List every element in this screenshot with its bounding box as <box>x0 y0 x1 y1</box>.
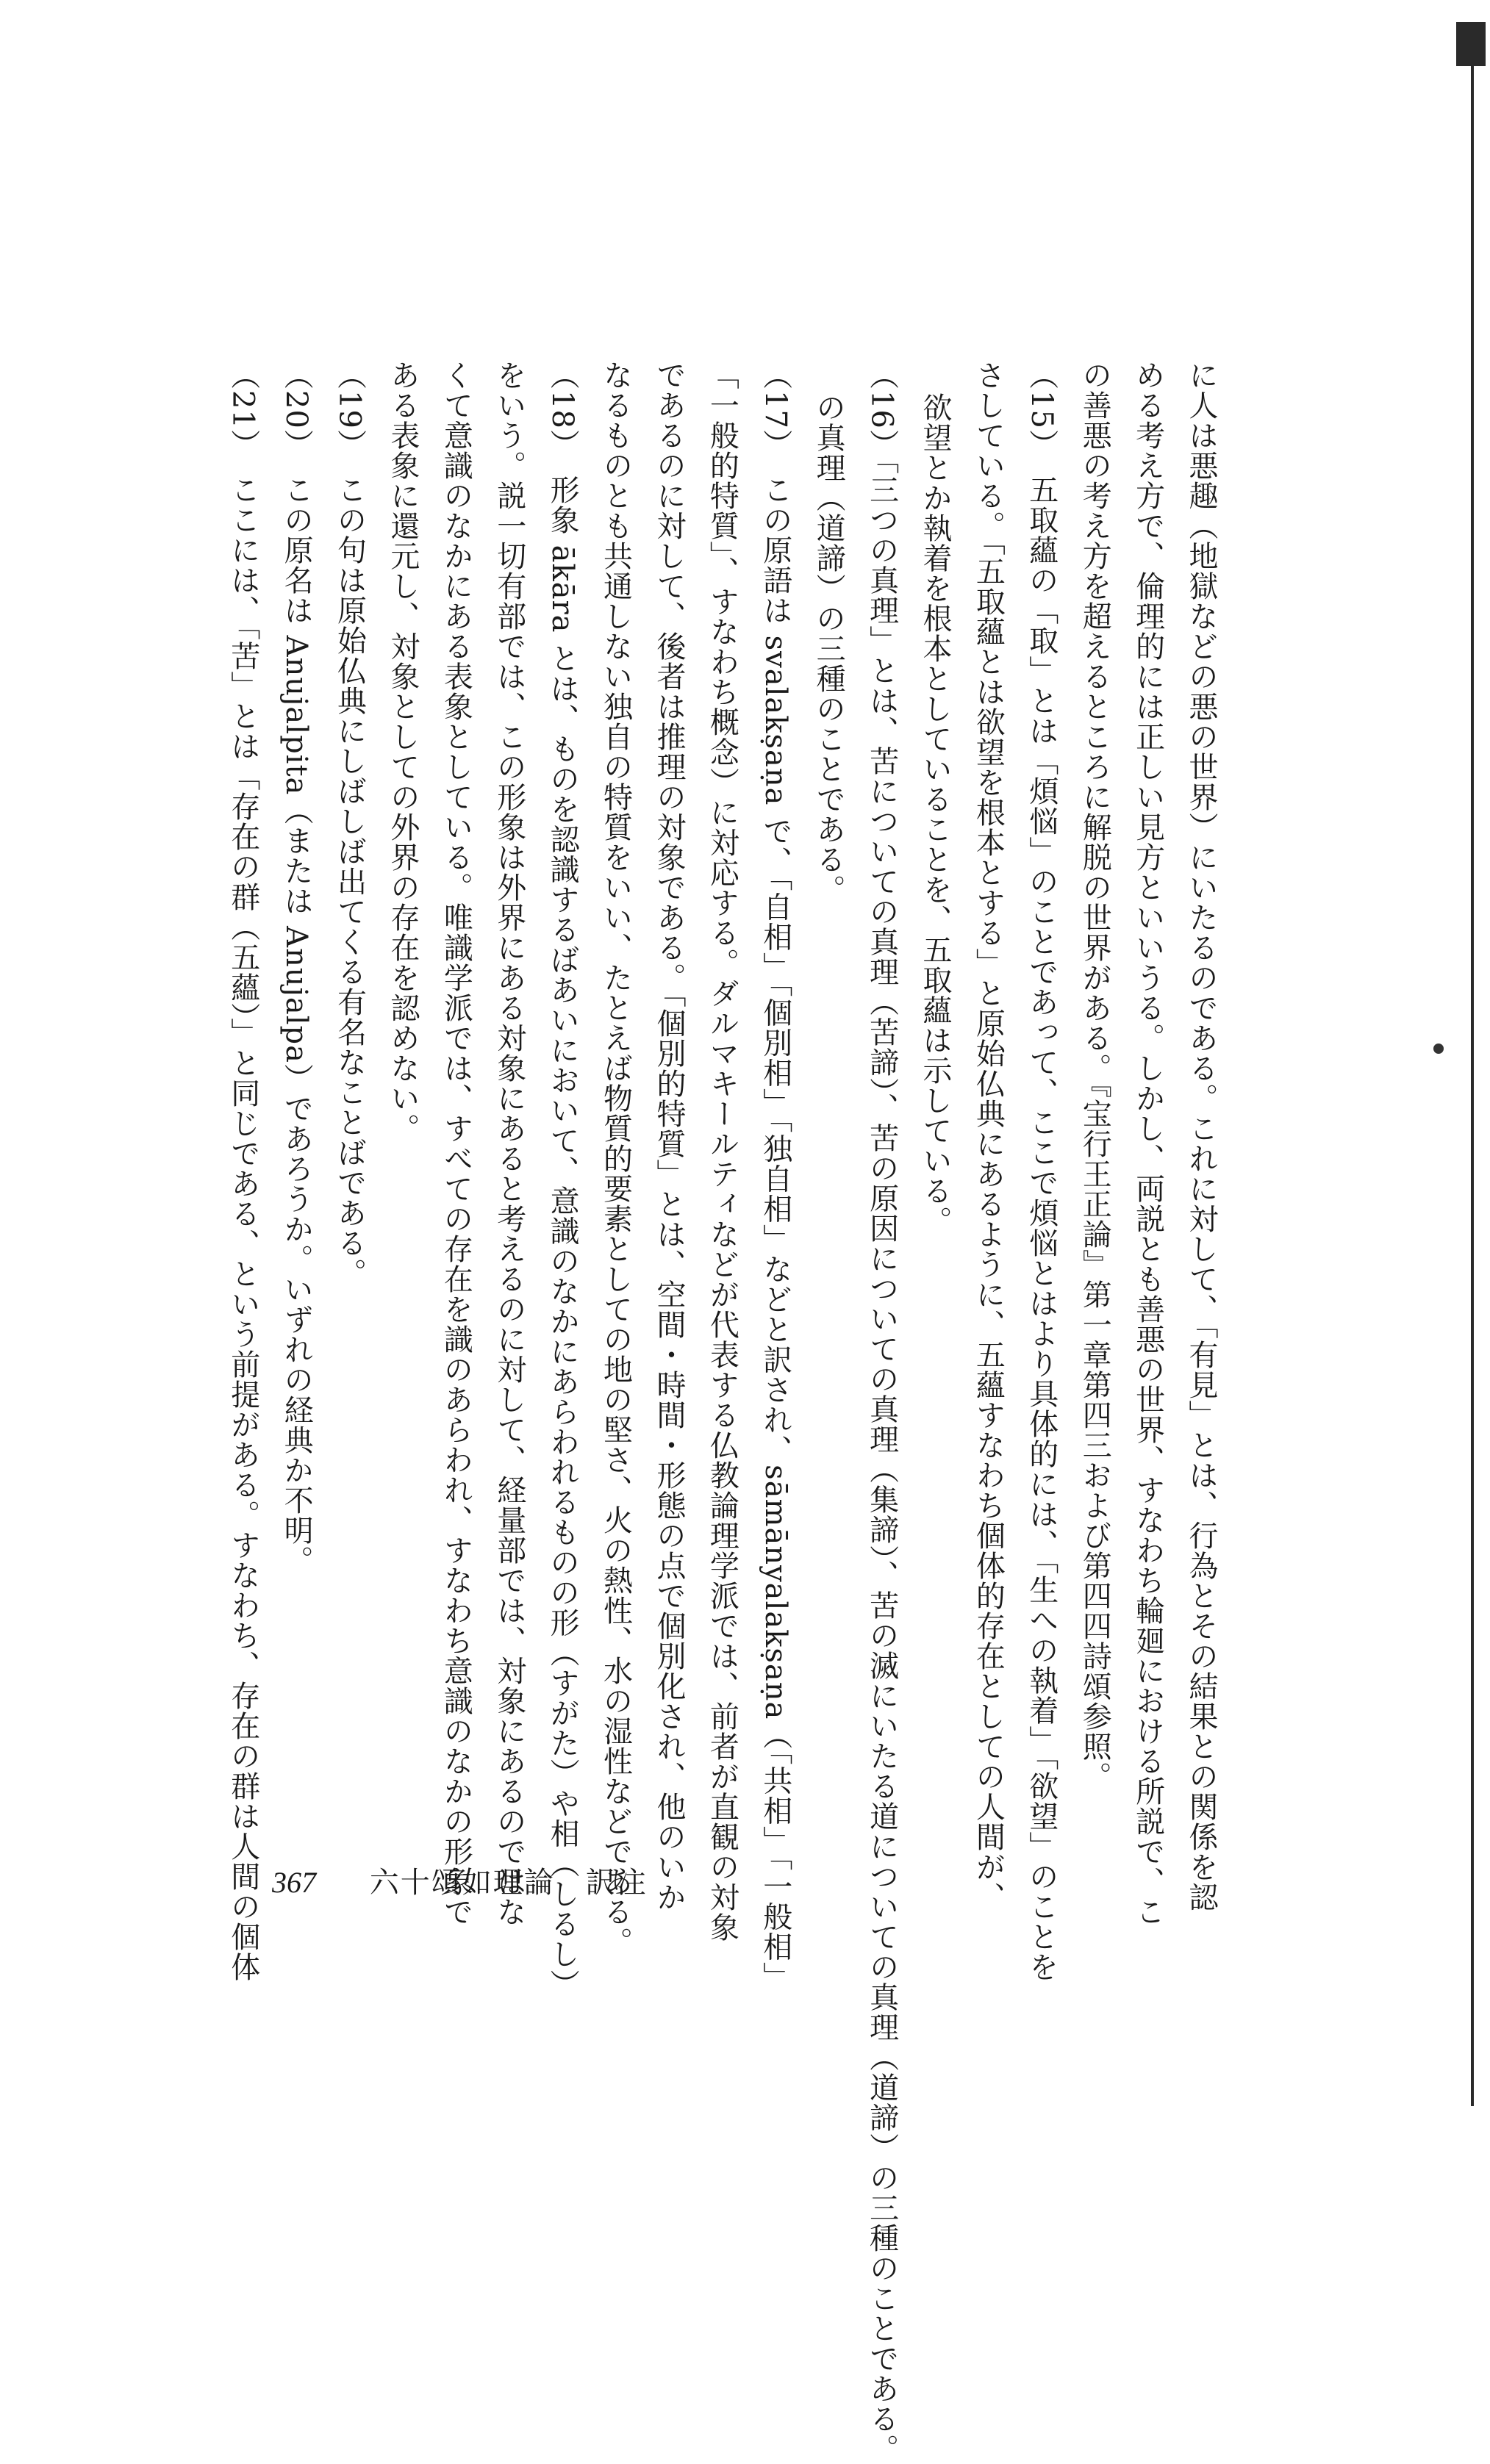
page-footer <box>272 1859 648 1901</box>
note-line: （20） この原名は Anujalpita（または Anujalpa）であろうか。いずれの経典か不明。 <box>279 360 314 1576</box>
page-edge-line <box>1471 44 1490 2106</box>
note-line: （15） 五取蘊の「取」とは「煩悩」のことであって、ここで煩悩とはより具体的には、「生への執着」「欲望」のことを <box>1024 360 1059 1982</box>
scan-edge-mark <box>1456 22 1486 66</box>
note-line: に人は悪趣（地獄などの悪の世界）にいたるのである。これに対して、「有見」とは、行為とその結果との関係を認 <box>1184 360 1218 1912</box>
note-line: くて意識のなかにある表象としている。唯識学派では、すべての存在を識のあらわれ、すなわち意識のなかの形象で <box>439 360 473 1927</box>
note-line: の善悪の考え方を超えるところに解脱の世界がある。『宝行王正論』第一章第四三および第四四詩頌参照。 <box>1078 360 1112 1792</box>
note-line: める考え方で、倫理的には正しい見方といいうる。しかし、両説とも善悪の世界、すなわち輪廻における所説で、こ <box>1131 360 1165 1927</box>
note-line: （18） 形象 ākāra とは、ものを認識するばあいにおいて、意識のなかにあらわれるものの形（すがた）や相（しるし） <box>545 360 580 2000</box>
note-line: をいう。説一切有部では、この形象は外界にある対象にあると考えるのに対して、経量部では、対象にあるのではな <box>492 360 526 1927</box>
note-line: 欲望とか執着を根本としていることを、五取蘊は示している。 <box>917 392 952 1236</box>
scan-dot-mark <box>1433 1044 1444 1054</box>
note-line: （19） この句は原始仏典にしばしば出てくる有名なことばである。 <box>332 360 367 1288</box>
page-number: 367 <box>272 1866 316 1899</box>
note-line: （21） ここには、「苦」とは「存在の群（五蘊）」と同じである、という前提がある。すなわち、存在の群は人間の個体 <box>226 360 260 1982</box>
note-line: （17） この原語は svalakṣaṇa で、「自相」「個別相」「独自相」などと訳され、sāmānyalakṣaṇa（「共相」「一般相」 <box>758 360 792 1992</box>
note-line: 「一般的特質」、すなわち概念）に対応する。ダルマキールティなどが代表する仏教論理学派では、前者が直観の対象 <box>705 360 739 1942</box>
note-line: さしている。「五取蘊とは欲望を根本とする」と原始仏典にあるように、五蘊すなわち個体的存在としての人間が、 <box>971 360 1006 1912</box>
note-line: であるのに対して、後者は推理の対象である。「個別的特質」とは、空間・時間・形態の点で個別化され、他のいか <box>651 360 686 1912</box>
note-line: （16）「三つの真理」とは、苦についての真理（苦諦）、苦の原因についての真理（集諦）、苦の滅にいたる道についての真理（道諦）の三種のことである。 <box>864 360 899 2464</box>
note-line: の真理（道諦）の三種のことである。 <box>812 392 846 905</box>
note-line: なるものとも共通しない独自の特質をいい、たとえば物質的要素としての地の堅さ、火の熱性、水の湿性などである。 <box>598 360 633 1957</box>
note-line: ある表象に還元し、対象としての外界の存在を認めない。 <box>385 360 420 1143</box>
running-title: 六十頌如理論 訳注 <box>369 1866 648 1900</box>
